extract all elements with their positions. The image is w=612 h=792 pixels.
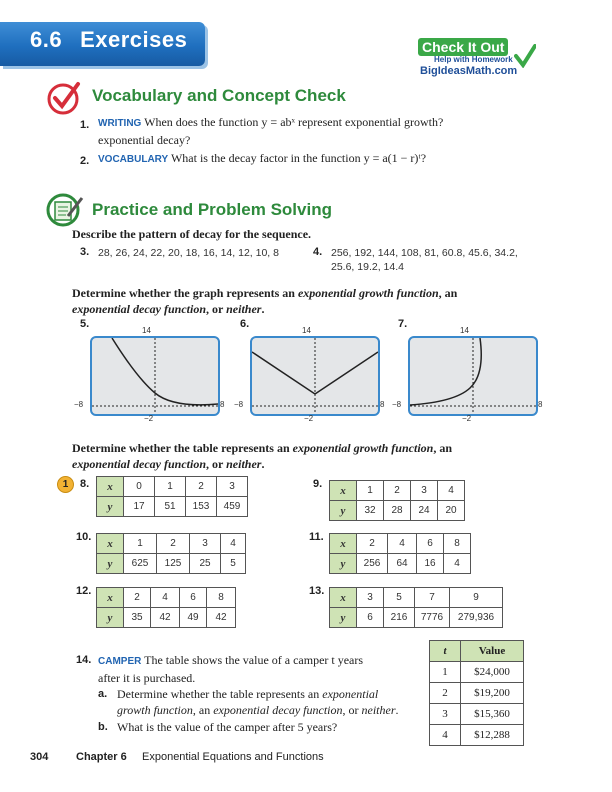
t-header: t: [430, 641, 461, 662]
help-badge[interactable]: 1: [57, 476, 74, 493]
instr3-part: .: [261, 457, 265, 471]
instr2-growth: exponential growth function: [297, 286, 439, 300]
y-header: y: [97, 497, 124, 517]
ex14b-label: b.: [98, 721, 108, 733]
cell: 24: [411, 501, 438, 521]
ex3-text: 28, 26, 24, 22, 20, 18, 16, 14, 12, 10, 8: [98, 247, 279, 259]
cell: 2: [430, 683, 461, 704]
graph-5: [74, 326, 226, 423]
cell: 8: [444, 534, 471, 554]
camper-value-table: [429, 640, 524, 746]
graph7-ymax: 14: [460, 326, 469, 335]
cell: 4: [444, 554, 471, 574]
cell: 3: [217, 477, 248, 497]
graph7-xmin: −8: [392, 400, 402, 409]
x-header: x: [330, 481, 357, 501]
q1-number: 1.: [80, 119, 90, 131]
table-row: [97, 608, 236, 628]
cell: 4: [388, 534, 417, 554]
x-header: x: [97, 588, 124, 608]
table-row: [330, 481, 465, 501]
graph5-xmax: 8: [220, 400, 225, 409]
cell: $24,000: [461, 662, 524, 683]
cell: $12,288: [461, 725, 524, 746]
instr3-part: , an: [433, 441, 453, 455]
ex14a-part: Determine whether the table represents an: [117, 687, 323, 701]
q1-text: [98, 114, 443, 148]
instr3-neither: neither: [226, 457, 262, 471]
cell: 7776: [415, 608, 450, 628]
cell: 42: [207, 608, 236, 628]
ex5-number: 5.: [80, 318, 90, 330]
cell: 3: [190, 534, 221, 554]
cell: 2: [384, 481, 411, 501]
graph6-xmin: −8: [234, 400, 244, 409]
q2-number: 2.: [80, 155, 90, 167]
table-row: [330, 608, 503, 628]
logo-checkmark-icon: [514, 44, 536, 68]
ex7-number: 7.: [398, 318, 408, 330]
table-row: [430, 725, 524, 746]
cell: 2: [357, 534, 388, 554]
question-2: [80, 151, 89, 169]
cell: 5: [384, 588, 415, 608]
cell: $19,200: [461, 683, 524, 704]
graph5-frame: [90, 336, 220, 416]
table-row: [97, 554, 246, 574]
instr2-decay: exponential decay function: [72, 302, 206, 316]
section-number: 6.6: [30, 27, 63, 52]
cell: 0: [124, 477, 155, 497]
cell: 64: [388, 554, 417, 574]
ex14a-part: neither: [361, 703, 396, 717]
ex12-number: 12.: [76, 585, 92, 597]
graph-7: [392, 326, 544, 423]
cell: 20: [438, 501, 465, 521]
x-header: x: [330, 534, 357, 554]
ex14a-text: [117, 686, 417, 718]
cell: 16: [417, 554, 444, 574]
cell: 17: [124, 497, 155, 517]
ex3-number: 3.: [80, 246, 90, 258]
instr3-decay: exponential decay function: [72, 457, 206, 471]
cell: 2: [157, 534, 190, 554]
table-12: [96, 587, 236, 628]
x-header: x: [97, 477, 124, 497]
table-row: [97, 477, 248, 497]
cell: 2: [186, 477, 217, 497]
table-row: [330, 534, 471, 554]
y-header: y: [97, 554, 124, 574]
ex14a-part: exponential: [322, 687, 379, 701]
y-header: y: [330, 501, 357, 521]
ex14a-part: , or: [342, 703, 362, 717]
graph7-frame: [408, 336, 538, 416]
graph6-ymax: 14: [302, 326, 311, 335]
instr2-neither: neither: [226, 302, 262, 316]
q1-body2: exponential decay?: [98, 133, 191, 147]
table-row: [97, 497, 248, 517]
graph7-ymin: −2: [462, 414, 472, 423]
table-13: [329, 587, 503, 628]
table-row: [330, 588, 503, 608]
ex14b-text: What is the value of the camper after 5 years?: [117, 720, 338, 734]
ex6-number: 6.: [240, 318, 250, 330]
check-it-out-logo[interactable]: [412, 38, 534, 82]
notebook-pencil-icon: [46, 192, 86, 228]
cell: 1: [430, 662, 461, 683]
page-number: 304: [30, 751, 49, 763]
ex8-number: 8.: [80, 478, 90, 490]
ex14a-part: growth function: [117, 703, 193, 717]
cell: 3: [411, 481, 438, 501]
ex4-text: [331, 246, 518, 274]
cell: 7: [415, 588, 450, 608]
ex14-number: 14.: [76, 654, 92, 666]
graph5-xmin: −8: [74, 400, 84, 409]
q1-body: When does the function y = abˣ represent exponential growth?: [144, 115, 444, 129]
cell: 459: [217, 497, 248, 517]
table-row: [330, 554, 471, 574]
cell: 125: [157, 554, 190, 574]
cell: 4: [430, 725, 461, 746]
cell: 3: [430, 704, 461, 725]
table-row: [430, 662, 524, 683]
y-header: y: [330, 608, 357, 628]
logo-line2: Help with Homework: [434, 55, 513, 64]
x-header: x: [330, 588, 357, 608]
cell: 6: [357, 608, 384, 628]
table-row: [430, 704, 524, 725]
instruction-sequence: Describe the pattern of decay for the sequence.: [72, 227, 312, 241]
q2-text: [98, 150, 426, 168]
instr3-part: , or: [206, 457, 227, 471]
logo-line1: Check It Out: [418, 38, 508, 56]
table-8: [96, 476, 248, 517]
cell: 153: [186, 497, 217, 517]
ex14-keyword: CAMPER: [98, 656, 142, 667]
cell: 1: [155, 477, 186, 497]
graph6-ymin: −2: [304, 414, 314, 423]
ex14-line2: after it is purchased.: [98, 671, 196, 685]
instr3-growth: exponential growth function: [292, 441, 434, 455]
instr2-part: , or: [206, 302, 227, 316]
ex14a-part: .: [395, 703, 399, 717]
cell: 1: [124, 534, 157, 554]
ex4-line2: 25.6, 19.2, 14.4: [331, 261, 404, 273]
cell: 9: [450, 588, 503, 608]
logo-line3: BigIdeasMath.com: [420, 65, 518, 77]
instruction-table: [72, 440, 552, 472]
cell: 4: [151, 588, 180, 608]
graph6-plot: [252, 338, 378, 414]
cell: 49: [180, 608, 207, 628]
ex10-number: 10.: [76, 531, 92, 543]
y-header: y: [97, 608, 124, 628]
cell: 8: [207, 588, 236, 608]
table-10: [96, 533, 246, 574]
q2-keyword: VOCABULARY: [98, 154, 169, 165]
table-row: [430, 683, 524, 704]
y-header: y: [330, 554, 357, 574]
graph6-frame: [250, 336, 380, 416]
ex14a-part: exponential decay function: [213, 703, 343, 717]
ex14-text: [98, 652, 418, 686]
section-title: Exercises: [80, 27, 188, 52]
graph7-xmax: 8: [538, 400, 543, 409]
ex14a-label: a.: [98, 688, 108, 700]
ex4-line1: 256, 192, 144, 108, 81, 60.8, 45.6, 34.2,: [331, 247, 518, 259]
footer-title: Exponential Equations and Functions: [142, 751, 324, 763]
cell: 279,936: [450, 608, 503, 628]
ex14-line1: The table shows the value of a camper t years: [144, 653, 364, 667]
instr2-part: , an: [438, 286, 458, 300]
table-row: [330, 501, 465, 521]
cell: 625: [124, 554, 157, 574]
graph5-plot: [92, 338, 218, 414]
cell: 4: [221, 534, 246, 554]
checkmark-icon: [46, 80, 82, 116]
graph6-xmax: 8: [380, 400, 385, 409]
cell: 3: [357, 588, 384, 608]
cell: 216: [384, 608, 415, 628]
graph5-ymin: −2: [144, 414, 154, 423]
question-1: [80, 115, 89, 133]
ex9-number: 9.: [313, 478, 323, 490]
table-row: [430, 641, 524, 662]
cell: 4: [438, 481, 465, 501]
table-row: [97, 534, 246, 554]
table-row: [97, 588, 236, 608]
value-header: Value: [461, 641, 524, 662]
cell: 5: [221, 554, 246, 574]
section-heading: [30, 27, 187, 53]
table-11: [329, 533, 471, 574]
instr2-part: Determine whether the graph represents an: [72, 286, 298, 300]
table-9: [329, 480, 465, 521]
instr3-part: Determine whether the table represents an: [72, 441, 293, 455]
cell: 2: [124, 588, 151, 608]
cell: 42: [151, 608, 180, 628]
cell: 6: [180, 588, 207, 608]
instruction-graph: [72, 285, 552, 317]
ex13-number: 13.: [309, 585, 325, 597]
q2-body: What is the decay factor in the function y = a(1 − r)ᵗ?: [170, 151, 427, 165]
cell: 256: [357, 554, 388, 574]
practice-title: Practice and Problem Solving: [92, 200, 332, 219]
cell: 51: [155, 497, 186, 517]
cell: 32: [357, 501, 384, 521]
cell: 25: [190, 554, 221, 574]
ex4-number: 4.: [313, 246, 323, 258]
graph5-ymax: 14: [142, 326, 151, 335]
vocab-title: Vocabulary and Concept Check: [92, 86, 346, 105]
cell: $15,360: [461, 704, 524, 725]
ex14a-part: , an: [192, 703, 214, 717]
q1-keyword: WRITING: [98, 118, 142, 129]
cell: 6: [417, 534, 444, 554]
cell: 1: [357, 481, 384, 501]
instr2-part: .: [261, 302, 265, 316]
ex11-number: 11.: [309, 531, 324, 543]
footer-chapter: Chapter 6: [76, 751, 127, 763]
cell: 28: [384, 501, 411, 521]
graph7-plot: [410, 338, 536, 414]
graph-6: [234, 326, 386, 423]
cell: 35: [124, 608, 151, 628]
x-header: x: [97, 534, 124, 554]
